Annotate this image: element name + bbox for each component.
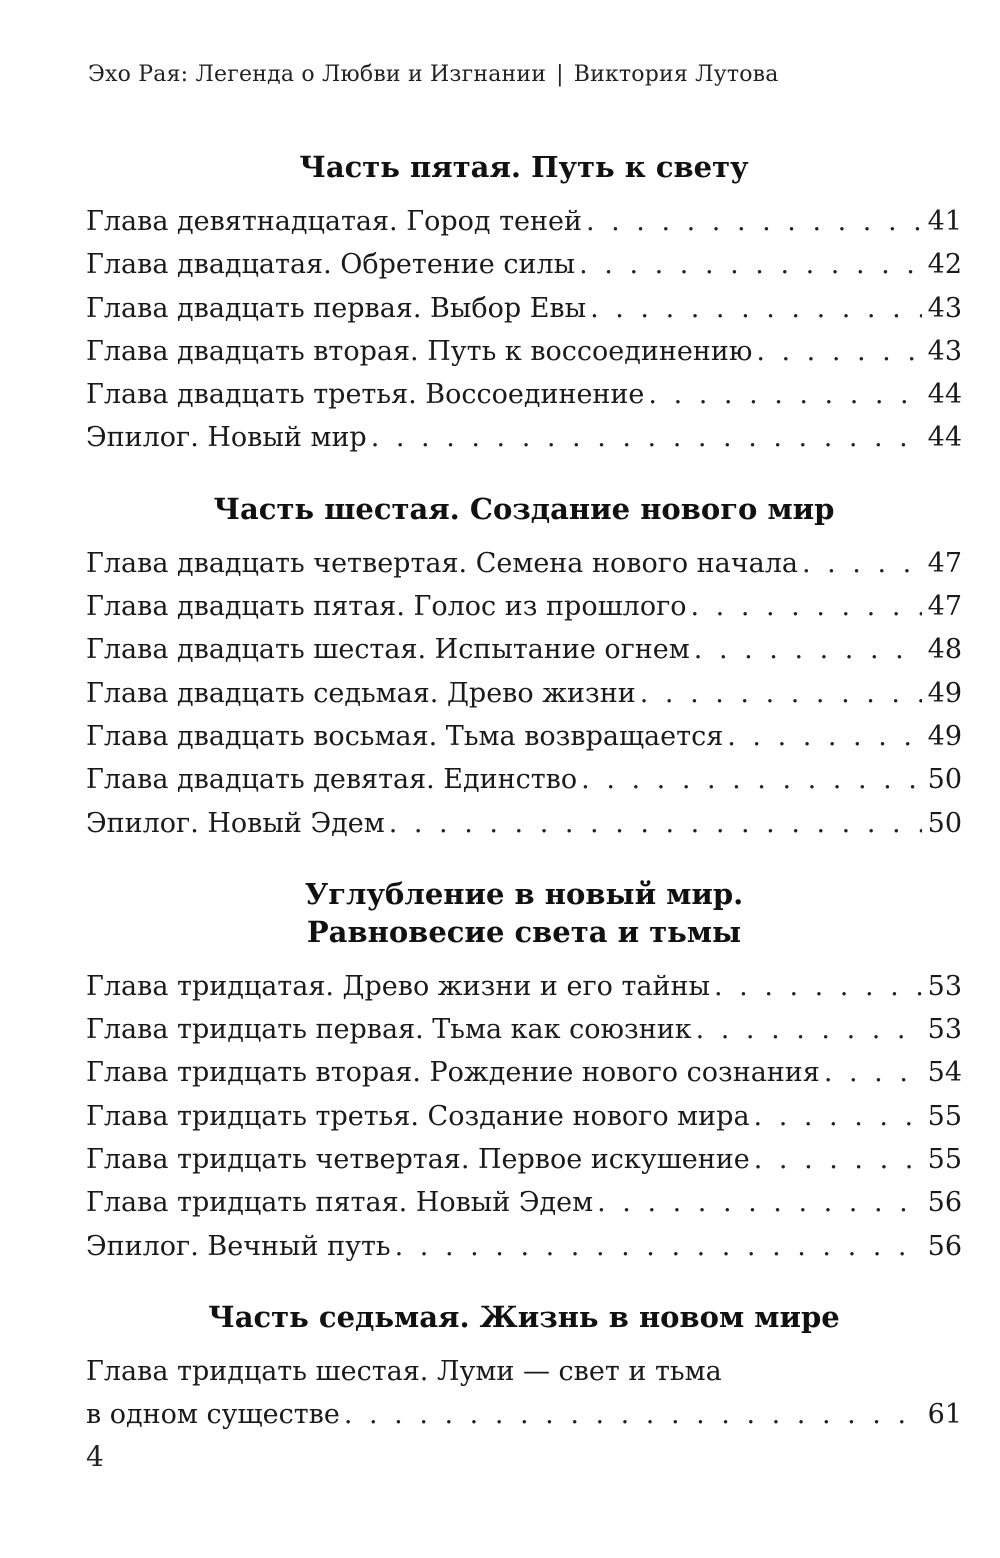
toc-entry[interactable] <box>86 1138 962 1181</box>
dot-leader <box>586 200 922 243</box>
page-number: 55 <box>927 1144 962 1176</box>
toc-entry[interactable] <box>86 802 962 845</box>
chapter-title: Эпилог. Вечный путь <box>86 1230 391 1262</box>
toc-entry[interactable] <box>86 373 962 416</box>
chapter-title: Глава двадцать пятая. Голос из прошлого <box>86 591 687 623</box>
toc-entry[interactable] <box>86 965 962 1008</box>
toc-section-deepening <box>86 875 962 1268</box>
chapter-title: Эпилог. Новый Эдем <box>86 807 385 839</box>
chapter-title: Глава тридцать первая. Тьма как союзник <box>86 1014 692 1046</box>
dot-leader <box>648 373 921 416</box>
dot-leader <box>754 1095 922 1138</box>
section-title-line-2: Равновесие света и тьмы <box>306 914 742 949</box>
toc-entry[interactable] <box>86 1051 962 1094</box>
toc-section-part-seven <box>86 1298 962 1437</box>
toc-entry[interactable] <box>86 585 962 628</box>
page-folio: 4 <box>86 1440 104 1473</box>
chapter-title: Глава тридцать пятая. Новый Эдем <box>86 1187 594 1219</box>
chapter-title: Глава двадцать вторая. Путь к воссоединению <box>86 335 753 367</box>
dot-leader <box>802 542 922 585</box>
toc-entry[interactable] <box>86 287 962 330</box>
dot-leader <box>696 1008 922 1051</box>
running-header <box>88 62 779 87</box>
toc-entry[interactable] <box>86 758 962 801</box>
page-number: 50 <box>927 807 962 839</box>
page-number: 56 <box>927 1187 962 1219</box>
toc-entry[interactable] <box>86 1008 962 1051</box>
chapter-title: Глава тридцать вторая. Рождение нового сознания <box>86 1057 820 1089</box>
toc-entry[interactable] <box>86 200 962 243</box>
dot-leader <box>727 715 921 758</box>
toc-entry[interactable] <box>86 243 962 286</box>
chapter-title: Глава тридцать третья. Создание нового мира <box>86 1100 750 1132</box>
page-number: 43 <box>927 292 962 324</box>
table-of-contents <box>86 140 962 1437</box>
toc-entry-continuation <box>86 1393 962 1436</box>
chapter-title: Глава двадцатая. Обретение силы <box>86 249 576 281</box>
dot-leader <box>590 287 922 330</box>
toc-entry[interactable] <box>86 1225 962 1268</box>
page-number: 53 <box>927 1014 962 1046</box>
page-number: 42 <box>927 249 962 281</box>
chapter-title: Эпилог. Новый мир <box>86 422 367 454</box>
page-number: 48 <box>927 634 962 666</box>
book-title: Эхо Рая: Легенда о Любви и Изгнании <box>88 62 547 87</box>
toc-entry[interactable] <box>86 715 962 758</box>
dot-leader <box>754 1138 922 1181</box>
page-number: 61 <box>927 1399 962 1431</box>
dot-leader <box>371 416 922 459</box>
dot-leader <box>640 672 922 715</box>
toc-entry[interactable] <box>86 672 962 715</box>
page-number: 49 <box>927 677 962 709</box>
page-number: 44 <box>927 422 962 454</box>
dot-leader <box>597 1181 922 1224</box>
dot-leader <box>691 585 922 628</box>
toc-entry[interactable] <box>86 416 962 459</box>
page-number: 55 <box>927 1100 962 1132</box>
section-title: Часть седьмая. Жизнь в новом мире <box>208 1299 840 1334</box>
chapter-title: Глава тридцатая. Древо жизни и его тайны <box>86 970 710 1002</box>
page-number: 54 <box>927 1057 962 1089</box>
section-title-line-1: Углубление в новый мир. <box>304 876 744 911</box>
toc-entry[interactable] <box>86 1350 962 1437</box>
dot-leader <box>395 1225 922 1268</box>
page-number: 47 <box>927 547 962 579</box>
page-number: 49 <box>927 720 962 752</box>
chapter-title-line-1: Глава тридцать шестая. Луми — свет и тьма <box>86 1355 722 1387</box>
chapter-title: Глава двадцать первая. Выбор Евы <box>86 292 587 324</box>
header-separator: | <box>556 62 564 87</box>
chapter-title: Глава двадцать четвертая. Семена нового начала <box>86 547 798 579</box>
toc-entry[interactable] <box>86 1095 962 1138</box>
chapter-title: Глава тридцать четвертая. Первое искушение <box>86 1144 750 1176</box>
page-number: 43 <box>927 335 962 367</box>
section-title: Часть шестая. Создание нового мир <box>213 491 835 526</box>
chapter-title: Глава девятнадцатая. Город теней <box>86 206 582 237</box>
page-number: 44 <box>927 379 962 411</box>
page-number: 56 <box>927 1230 962 1262</box>
chapter-title-line-2: в одном существе <box>86 1399 340 1431</box>
section-title: Часть пятая. Путь к свету <box>299 150 749 184</box>
chapter-title: Глава двадцать шестая. Испытание огнем <box>86 634 690 666</box>
dot-leader <box>581 758 921 801</box>
page-number: 50 <box>927 764 962 796</box>
dot-leader <box>389 802 922 845</box>
chapter-title: Глава двадцать третья. Воссоединение <box>86 379 645 411</box>
toc-entry[interactable] <box>86 330 962 373</box>
chapter-title: Глава двадцать девятая. Единство <box>86 764 578 796</box>
toc-entry[interactable] <box>86 1181 962 1224</box>
page-number: 53 <box>927 970 962 1002</box>
toc-section-part-six <box>86 490 962 845</box>
chapter-title: Глава двадцать восьмая. Тьма возвращается <box>86 720 724 752</box>
dot-leader <box>714 965 922 1008</box>
toc-entry[interactable] <box>86 542 962 585</box>
author-name: Виктория Лутова <box>573 62 779 87</box>
page-number: 41 <box>927 206 962 237</box>
dot-leader <box>694 628 922 671</box>
dot-leader <box>824 1051 922 1094</box>
page-number: 47 <box>927 591 962 623</box>
chapter-title: Глава двадцать седьмая. Древо жизни <box>86 677 636 709</box>
toc-entry[interactable] <box>86 628 962 671</box>
toc-section-part-five <box>86 148 962 460</box>
dot-leader <box>579 243 922 286</box>
dot-leader <box>756 330 921 373</box>
section-title <box>86 875 962 951</box>
dot-leader <box>344 1393 922 1436</box>
